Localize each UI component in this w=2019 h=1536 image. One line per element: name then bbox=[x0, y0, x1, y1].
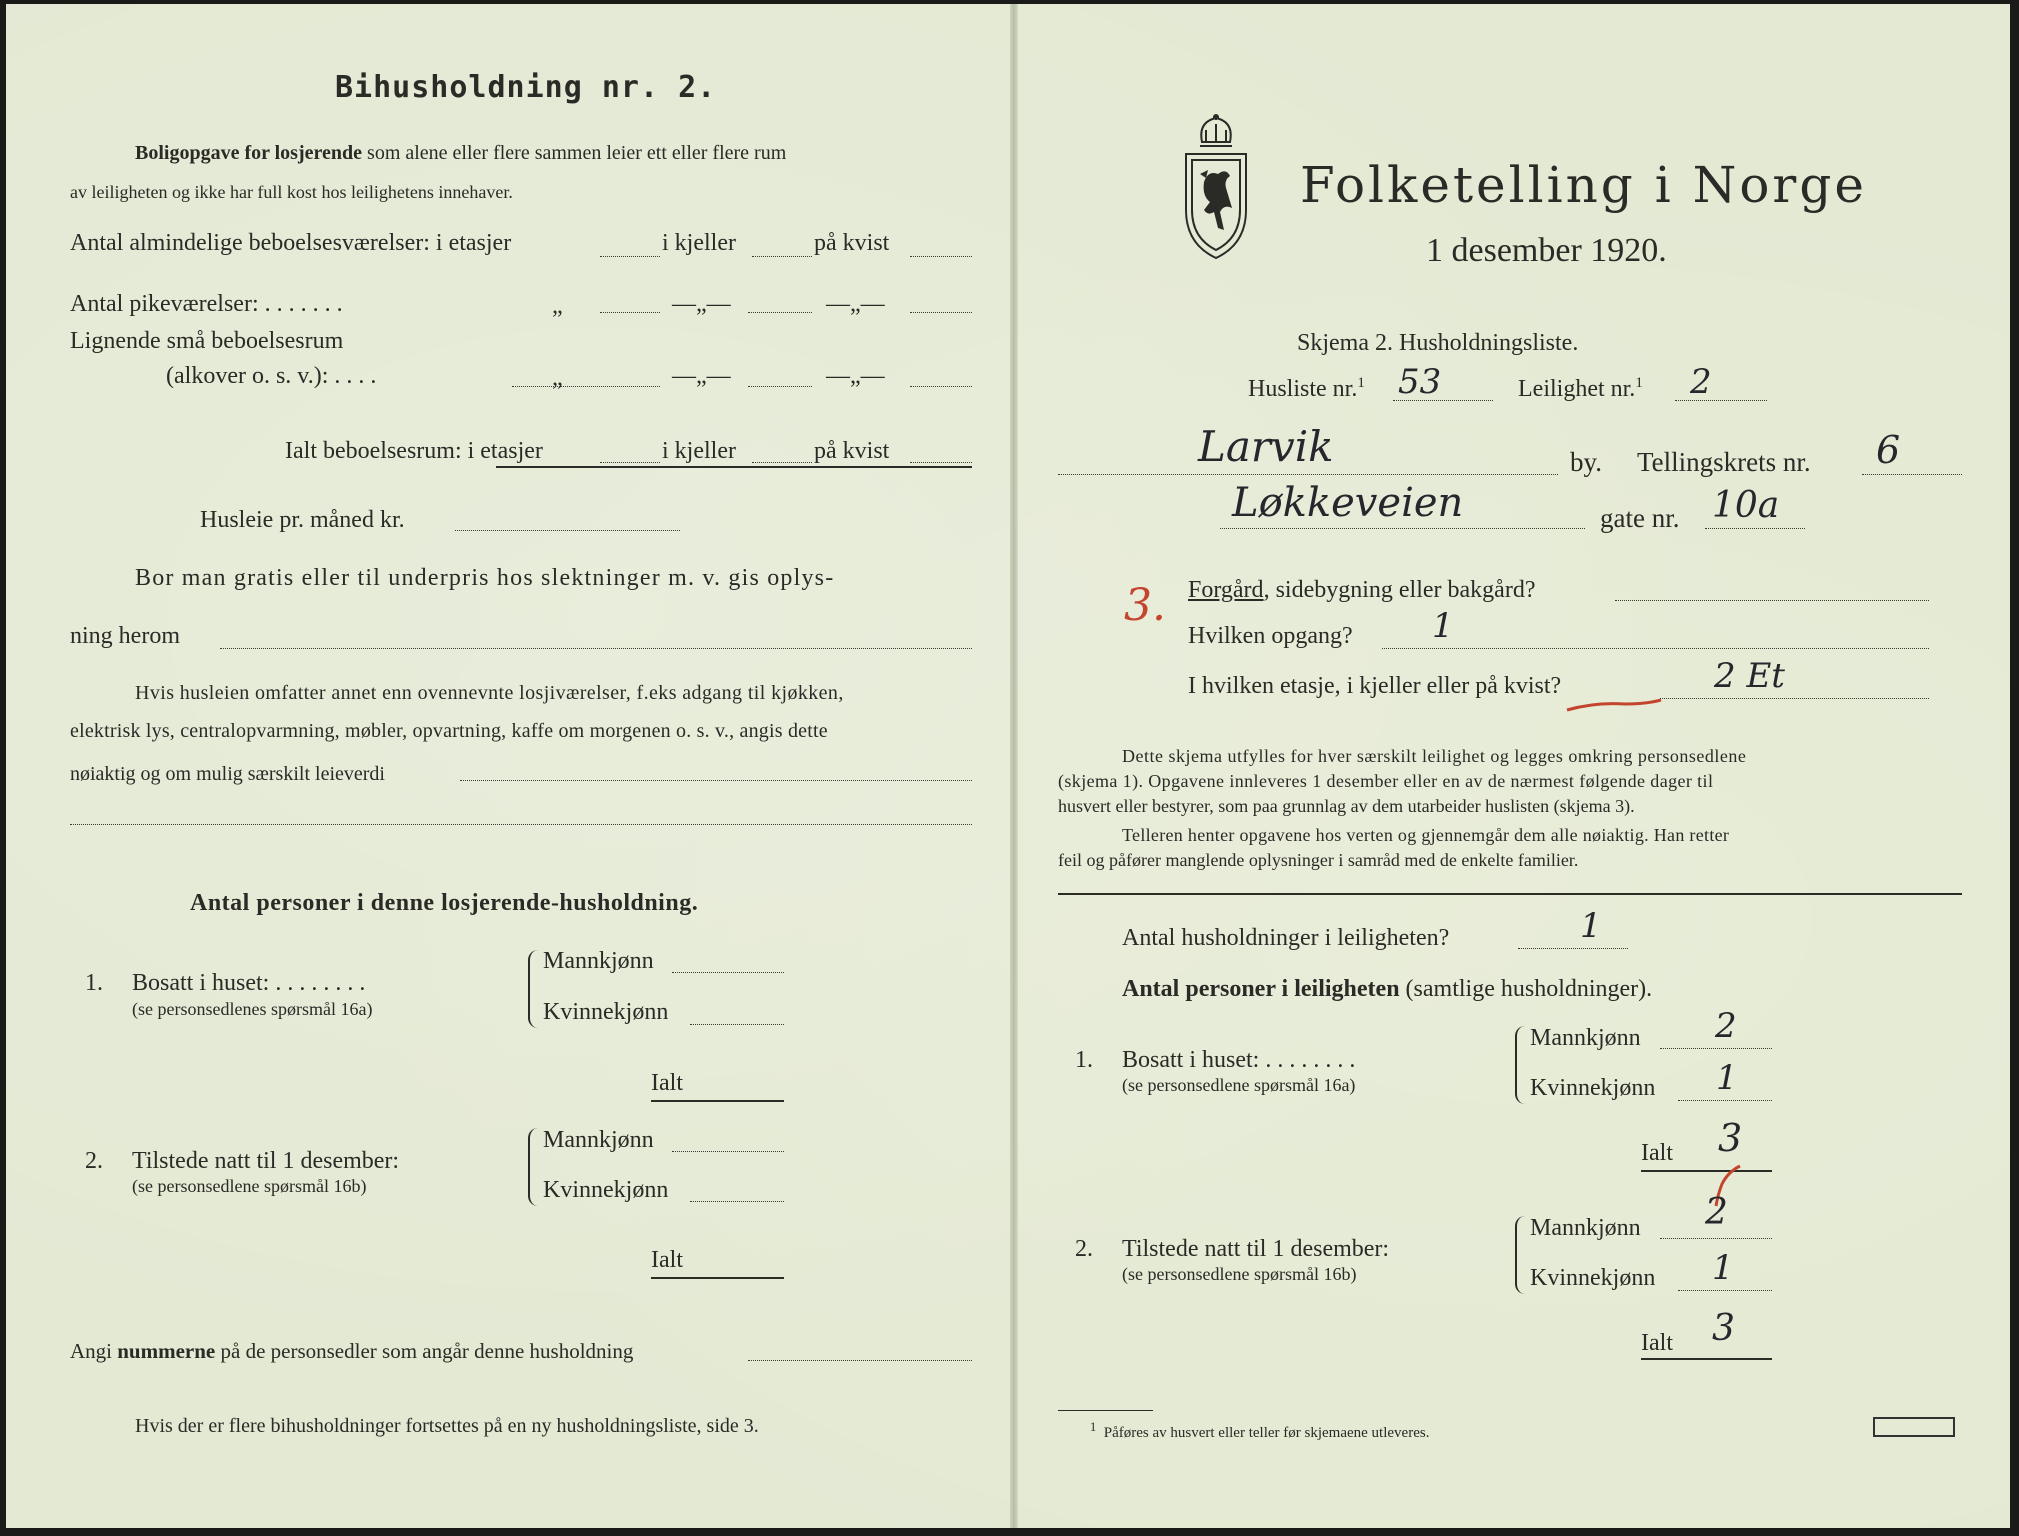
forgard-line bbox=[1188, 577, 1535, 604]
lignende-ditto-1: „ bbox=[552, 365, 563, 391]
ialt-kvist-label: på kvist bbox=[814, 438, 890, 464]
antal-pers-bold: Antal personer i leiligheten bbox=[1122, 976, 1400, 1002]
intro-line-2: av leiligheten og ikke har full kost hos leilighetens innehaver. bbox=[70, 182, 513, 202]
left-footer: Hvis der er flere bihusholdninger fortsettes på en ny husholdningsliste, side 3. bbox=[135, 1415, 759, 1437]
left-q1-sub: (se personsedlenes spørsmål 16a) bbox=[132, 999, 373, 1019]
leieverdi-field[interactable] bbox=[460, 780, 972, 781]
street-value[interactable]: Løkkeveien bbox=[1232, 480, 1464, 526]
skjema-label: Skjema 2. Husholdningsliste. bbox=[1297, 330, 1579, 356]
right-q2-kvinne-value[interactable]: 1 bbox=[1712, 1248, 1734, 1288]
bor-field[interactable] bbox=[220, 648, 972, 649]
city-value[interactable]: Larvik bbox=[1198, 422, 1334, 471]
antal-hush-label: Antal husholdninger i leiligheten? bbox=[1122, 925, 1450, 951]
intro-rest: som alene eller flere sammen leier ett eller flere rum bbox=[362, 142, 787, 164]
pike-etasjer-field[interactable] bbox=[600, 312, 660, 313]
left-heading: Bihusholdning nr. 2. bbox=[335, 70, 717, 105]
antal-pers-line bbox=[1122, 976, 1652, 1003]
rooms-etasjer-field[interactable] bbox=[600, 256, 660, 257]
right-q1-brace bbox=[1515, 1026, 1525, 1104]
ialt-rooms-label: Ialt beboelsesrum: i etasjer bbox=[285, 438, 543, 464]
rooms-label: Antal almindelige beboelsesværelser: i etasjer bbox=[70, 230, 512, 256]
etasje-value[interactable]: 2 Et bbox=[1714, 656, 1785, 696]
footnote-rule bbox=[1058, 1410, 1153, 1411]
right-q2-mann-field bbox=[1660, 1238, 1772, 1239]
instr-line-2: (skjema 1). Opgavene innleveres 1 desember eller en av de nærmest følgende dager til bbox=[1058, 771, 1714, 791]
opgang-value[interactable]: 1 bbox=[1432, 606, 1454, 646]
left-q2-mann-label: Mannkjønn bbox=[543, 1127, 654, 1153]
left-q2-brace bbox=[528, 1128, 538, 1206]
right-q1-sub: (se personsedlene spørsmål 16a) bbox=[1122, 1075, 1356, 1095]
pike-ditto-3: —„— bbox=[826, 291, 885, 317]
left-q2-label: Tilstede natt til 1 desember: bbox=[132, 1148, 400, 1174]
forgard-field[interactable] bbox=[1615, 600, 1929, 601]
left-q1-kvinne-label: Kvinnekjønn bbox=[543, 999, 669, 1025]
gate-label: gate nr. bbox=[1600, 503, 1680, 533]
instr-line-4: Telleren henter opgavene hos verten og gjennemgår dem alle nøiaktig. Han retter bbox=[1122, 825, 1730, 845]
left-q1-mann-label: Mannkjønn bbox=[543, 948, 654, 974]
red-underline-kvist bbox=[1565, 698, 1665, 714]
right-q2-brace bbox=[1515, 1216, 1525, 1294]
right-q1-mann-field bbox=[1660, 1048, 1772, 1049]
angi-pre: Angi bbox=[70, 1339, 118, 1363]
ialt-etasjer-field[interactable] bbox=[600, 462, 660, 463]
husleie-field[interactable] bbox=[455, 530, 680, 531]
hvis-line-3: nøiaktig og om mulig særskilt leieverdi bbox=[70, 763, 385, 785]
right-q1-kvinne-field bbox=[1678, 1100, 1772, 1101]
lignende-etasjer-field[interactable] bbox=[512, 386, 660, 387]
right-q2-mann-label: Mannkjønn bbox=[1530, 1215, 1641, 1241]
bor-line-1: Bor man gratis eller til underpris hos slektninger m. v. gis oplys- bbox=[135, 565, 835, 591]
coat-of-arms-icon bbox=[1178, 112, 1254, 264]
husliste-field bbox=[1393, 400, 1493, 401]
forgard-word: Forgård bbox=[1188, 577, 1264, 603]
right-q2-ialt-field bbox=[1641, 1358, 1772, 1360]
ialt-rooms-rule bbox=[496, 466, 972, 468]
left-q1-mann-field[interactable] bbox=[672, 972, 784, 973]
form-date: 1 desember 1920. bbox=[1426, 232, 1667, 269]
gate-value[interactable]: 10a bbox=[1712, 485, 1780, 526]
forgard-red-mark: 3. bbox=[1124, 580, 1166, 631]
left-q1-kvinne-field[interactable] bbox=[690, 1024, 784, 1025]
opgang-field bbox=[1382, 648, 1929, 649]
instr-line-1: Dette skjema utfylles for hver særskilt leilighet og legges omkring personsedlene bbox=[1122, 746, 1747, 766]
left-q2-kvinne-label: Kvinnekjønn bbox=[543, 1177, 669, 1203]
angi-bold: nummerne bbox=[117, 1339, 216, 1363]
angi-line bbox=[70, 1339, 633, 1364]
left-q1-brace bbox=[528, 950, 538, 1028]
left-q1-ialt-field[interactable] bbox=[651, 1100, 784, 1102]
right-q2-ialt-value[interactable]: 3 bbox=[1712, 1308, 1735, 1349]
angi-field[interactable] bbox=[748, 1360, 972, 1361]
right-q1-ialt-label: Ialt bbox=[1641, 1140, 1673, 1166]
left-q2-sub: (se personsedlene spørsmål 16b) bbox=[132, 1176, 367, 1196]
right-q1-kvinne-label: Kvinnekjønn bbox=[1530, 1075, 1656, 1101]
footnote: $^1$ Påføres av husvert eller teller før skjemaene utleveres. bbox=[1090, 1420, 1430, 1441]
leieverdi-field-2[interactable] bbox=[70, 824, 972, 825]
instr-line-3: husvert eller bestyrer, som paa grunnlag av dem utarbeider huslisten (skjema 3). bbox=[1058, 796, 1635, 816]
leilighet-label: Leilighet nr.$^1$ bbox=[1518, 375, 1643, 402]
lignende-kvist-field[interactable] bbox=[910, 386, 972, 387]
left-q1-ialt-label: Ialt bbox=[651, 1070, 683, 1096]
right-q1-ialt-value[interactable]: 3 bbox=[1718, 1116, 1743, 1160]
lignende-kjeller-field[interactable] bbox=[748, 386, 812, 387]
hvis-line-1: Hvis husleien omfatter annet enn ovennevnte losjiværelser, f.eks adgang til kjøkken, bbox=[135, 682, 844, 704]
left-antal-heading: Antal personer i denne losjerende-husholdning. bbox=[190, 890, 699, 916]
antal-hush-value[interactable]: 1 bbox=[1580, 906, 1602, 946]
printer-stamp bbox=[1873, 1417, 1955, 1437]
left-q2-num: 2. bbox=[85, 1148, 103, 1174]
rooms-kvist-field[interactable] bbox=[910, 256, 972, 257]
page-fold bbox=[1010, 4, 1018, 1528]
form-title: Folketelling i Norge bbox=[1300, 156, 1867, 214]
rooms-kvist-label: på kvist bbox=[814, 230, 890, 256]
intro-bold: Boligopgave for losjerende bbox=[135, 142, 363, 164]
right-q1-mann-label: Mannkjønn bbox=[1530, 1025, 1641, 1051]
right-q1-kvinne-value[interactable]: 1 bbox=[1716, 1058, 1738, 1098]
rooms-kjeller-label: i kjeller bbox=[662, 230, 736, 256]
left-q2-mann-field[interactable] bbox=[672, 1151, 784, 1152]
street-field bbox=[1220, 528, 1585, 529]
lignende-line-2: (alkover o. s. v.): . . . . bbox=[166, 363, 377, 389]
city-field bbox=[1058, 474, 1558, 475]
etasje-label: I hvilken etasje, i kjeller eller på kvist? bbox=[1188, 673, 1562, 699]
husliste-value[interactable]: 53 bbox=[1398, 362, 1442, 402]
pike-kvist-field[interactable] bbox=[910, 312, 972, 313]
left-q2-ialt-label: Ialt bbox=[651, 1247, 683, 1273]
right-q1-mann-value[interactable]: 2 bbox=[1715, 1006, 1737, 1046]
right-q2-kvinne-label: Kvinnekjønn bbox=[1530, 1265, 1656, 1291]
pike-ditto-1: „ bbox=[552, 293, 563, 319]
forgard-rest: , sidebygning eller bakgård? bbox=[1263, 577, 1536, 603]
lignende-line-1: Lignende små beboelsesrum bbox=[70, 328, 344, 354]
husliste-label: Husliste nr.$^1$ bbox=[1248, 375, 1365, 402]
pike-label: Antal pikeværelser: . . . . . . . bbox=[70, 291, 343, 317]
ialt-kjeller-label: i kjeller bbox=[662, 438, 736, 464]
bor-line-2: ning herom bbox=[70, 623, 180, 649]
right-q1-label: Bosatt i huset: . . . . . . . . bbox=[1122, 1047, 1356, 1073]
lignende-ditto-2: —„— bbox=[672, 363, 731, 389]
angi-post: på de personsedler som angår denne husholdning bbox=[215, 1339, 634, 1363]
tellingskrets-value[interactable]: 6 bbox=[1876, 428, 1901, 472]
leilighet-value[interactable]: 2 bbox=[1690, 362, 1712, 402]
antal-pers-rest: (samtlige husholdninger). bbox=[1399, 976, 1653, 1002]
right-q2-mann-value[interactable]: 2 bbox=[1705, 1192, 1728, 1233]
ialt-kvist-field[interactable] bbox=[910, 462, 972, 463]
opgang-label: Hvilken opgang? bbox=[1188, 623, 1353, 649]
right-q2-ialt-label: Ialt bbox=[1641, 1330, 1673, 1356]
right-q2-label: Tilstede natt til 1 desember: bbox=[1122, 1236, 1390, 1262]
right-q2-num: 2. bbox=[1075, 1236, 1093, 1262]
right-q2-kvinne-field bbox=[1678, 1290, 1772, 1291]
tellingskrets-label: Tellingskrets nr. bbox=[1637, 447, 1811, 477]
tellingskrets-field bbox=[1862, 474, 1962, 475]
rooms-kjeller-field[interactable] bbox=[752, 256, 812, 257]
right-q1-num: 1. bbox=[1075, 1047, 1093, 1073]
left-q1-num: 1. bbox=[85, 970, 103, 996]
etasje-field bbox=[1660, 698, 1929, 699]
gate-field bbox=[1705, 528, 1805, 529]
hvis-line-2: elektrisk lys, centralopvarmning, møbler, opvartning, kaffe om morgenen o. s. v., angis dette bbox=[70, 720, 828, 742]
ialt-kjeller-field[interactable] bbox=[752, 462, 812, 463]
antal-hush-field bbox=[1518, 948, 1628, 949]
husleie-label: Husleie pr. måned kr. bbox=[200, 507, 405, 533]
left-q2-kvinne-field[interactable] bbox=[690, 1201, 784, 1202]
left-q2-ialt-field[interactable] bbox=[651, 1277, 784, 1279]
right-q2-sub: (se personsedlene spørsmål 16b) bbox=[1122, 1264, 1357, 1284]
pike-ditto-2: —„— bbox=[672, 291, 731, 317]
instructions-rule bbox=[1058, 893, 1962, 895]
instr-line-5: feil og påfører manglende oplysninger i samråd med de enkelte familier. bbox=[1058, 850, 1579, 870]
pike-kjeller-field[interactable] bbox=[748, 312, 812, 313]
lignende-ditto-3: —„— bbox=[826, 363, 885, 389]
by-label: by. bbox=[1570, 447, 1602, 477]
leilighet-field bbox=[1675, 400, 1767, 401]
intro-line-1 bbox=[135, 142, 786, 165]
left-q1-label: Bosatt i huset: . . . . . . . . bbox=[132, 970, 366, 996]
